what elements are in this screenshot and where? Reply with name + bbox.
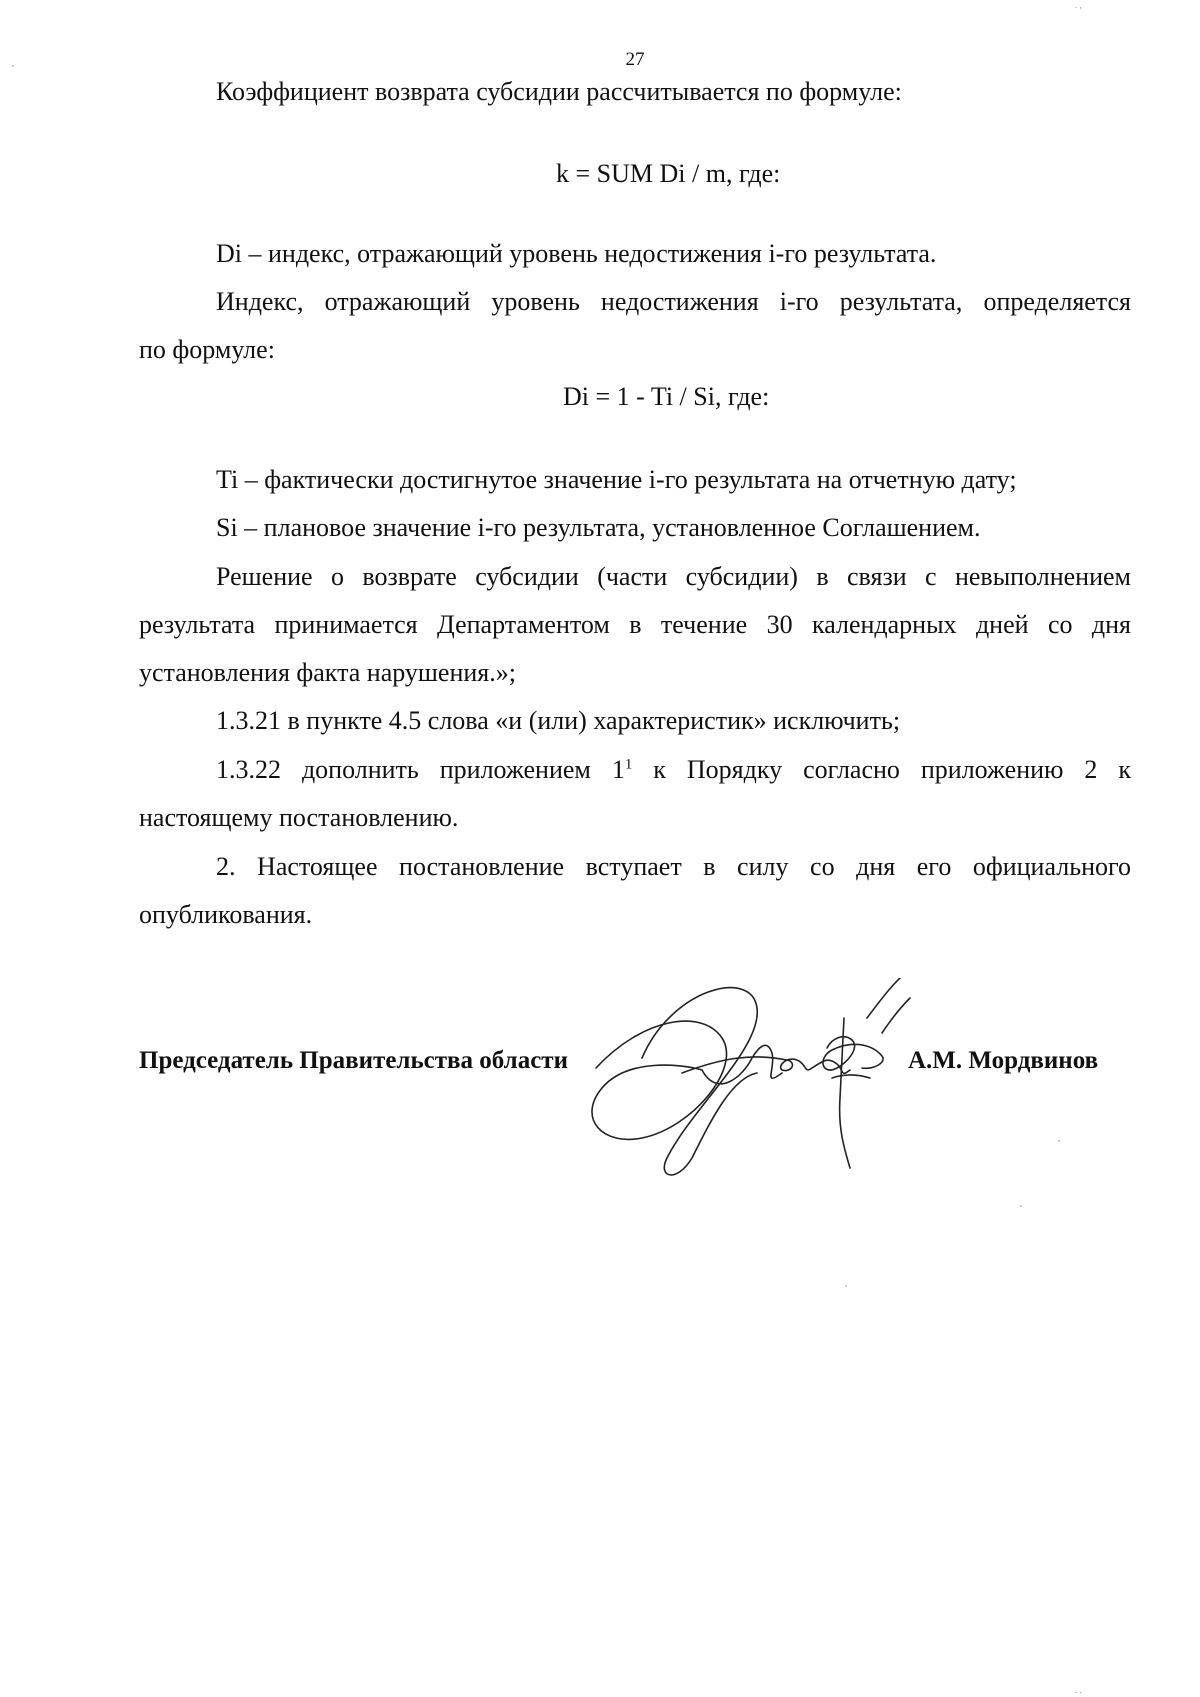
decision-paragraph-line-3: установления факта нарушения.»;	[139, 658, 516, 687]
scan-speck	[1020, 1205, 1022, 1207]
formula-intro: Коэффициент возврата субсидии рассчитывается по формуле:	[216, 77, 902, 106]
item-2-line-1: 2. Настоящее постановление вступает в силу со дня его официального	[216, 852, 1131, 881]
item-1-3-22-line-2: настоящему постановлению.	[139, 803, 459, 832]
scan-speck	[1058, 1140, 1060, 1142]
page-number: 27	[625, 49, 645, 70]
item-1-3-21: 1.3.21 в пункте 4.5 слова «и (или) характеристик» исключить;	[216, 706, 901, 735]
scan-speck	[12, 65, 14, 67]
definition-si: Si – плановое значение i-го результата, установленное Соглашением.	[216, 513, 981, 542]
formula-k: k = SUM Di / m, где:	[556, 159, 781, 188]
index-paragraph-line-2: по формуле:	[139, 335, 275, 364]
decision-paragraph-line-1: Решение о возврате субсидии (части субсидии) в связи с невыполнением	[216, 562, 1131, 591]
scan-artifact-bottom: . .	[1075, 1685, 1082, 1695]
scan-artifact-top: . ,	[1075, 0, 1082, 10]
index-paragraph-line-1: Индекс, отражающий уровень недостижения i-го результата, определяется	[216, 287, 1131, 316]
item-2-line-2: опубликования.	[139, 900, 313, 929]
decision-paragraph-line-2: результата принимается Департаментом в течение 30 календарных дней со дня	[139, 610, 1131, 639]
item-1-3-22-line-1	[216, 754, 1131, 786]
scan-speck	[845, 1285, 847, 1287]
signatory-title: Председатель Правительства области	[139, 1047, 568, 1074]
item-1-3-22-prefix: 1.3.22 дополнить приложением 1	[216, 755, 625, 784]
formula-di: Di = 1 - Ti / Si, где:	[563, 382, 770, 411]
item-1-3-22-superscript: 1	[624, 756, 633, 773]
signatory-name: А.М. Мордвинов	[908, 1047, 1099, 1074]
handwritten-signature	[582, 978, 922, 1188]
definition-di: Di – индекс, отражающий уровень недостижения i-го результата.	[216, 239, 937, 268]
item-1-3-22-suffix: к Порядку согласно приложению 2 к	[632, 755, 1131, 784]
definition-ti: Ti – фактически достигнутое значение i-го результата на отчетную дату;	[216, 465, 1017, 494]
